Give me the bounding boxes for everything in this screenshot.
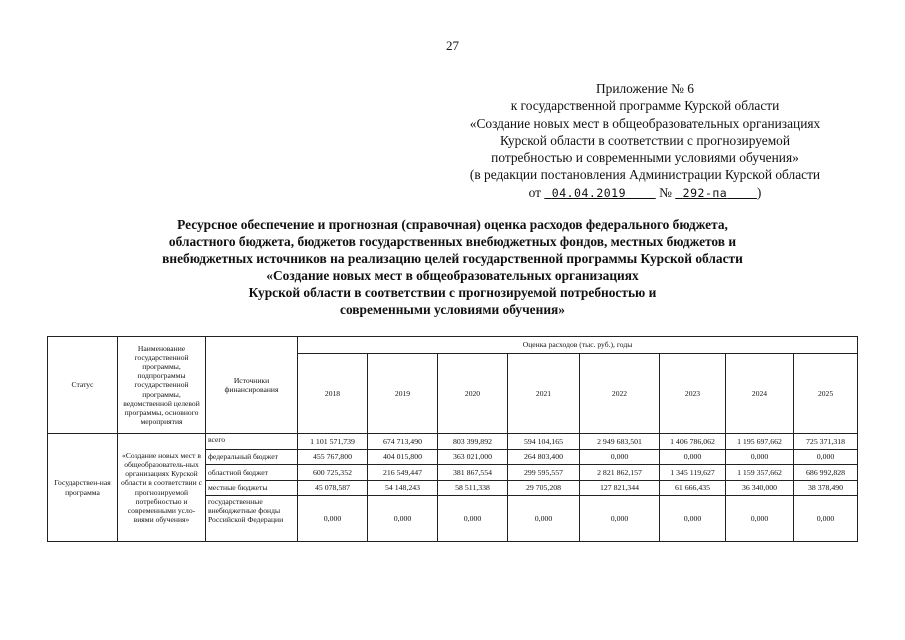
value-cell: 1 406 786,062 [660, 434, 726, 450]
status-cell: Государствен-ная программа [48, 434, 118, 542]
value-cell: 0,000 [580, 496, 660, 542]
header-year: 2020 [438, 354, 508, 434]
annex-line: Курской области в соответствии с прогнозируемой [499, 132, 791, 148]
title-line: Ресурсное обеспечение и прогнозная (справочная) оценка расходов федерального бюджета, [177, 217, 728, 232]
value-cell: 1 195 697,662 [726, 434, 794, 450]
header-sources: Источники финансирования [206, 337, 298, 434]
title-line: Курской области в соответствии с прогнозируемой потребностью и [248, 285, 657, 300]
table-row [48, 434, 858, 450]
title-line: областного бюджета, бюджетов государственных внебюджетных фондов, местных бюджетов и [168, 234, 737, 249]
value-cell: 363 021,000 [438, 450, 508, 465]
value-cell: 216 549,447 [368, 465, 438, 481]
value-cell: 299 595,557 [508, 465, 580, 481]
value-cell: 0,000 [508, 496, 580, 542]
value-cell: 38 378,490 [794, 481, 858, 496]
source-cell: местные бюджеты [206, 481, 298, 496]
annex-date-line [420, 184, 870, 202]
value-cell: 600 725,352 [298, 465, 368, 481]
resource-table [47, 336, 858, 542]
date-value: 04.04.2019 [551, 185, 627, 200]
value-cell: 0,000 [794, 496, 858, 542]
value-cell: 381 867,554 [438, 465, 508, 481]
document-title [60, 216, 845, 318]
value-cell: 127 821,344 [580, 481, 660, 496]
value-cell: 2 821 862,157 [580, 465, 660, 481]
value-cell: 1 345 119,627 [660, 465, 726, 481]
value-cell: 0,000 [726, 496, 794, 542]
header-year: 2018 [298, 354, 368, 434]
annex-line: потребностью и современными условиями обучения» [491, 150, 799, 166]
value-cell: 0,000 [438, 496, 508, 542]
header-name: Наименование государственной программы, подпрограммы государственной программы, ведомственной целевой программы, основного мероприятия [118, 337, 206, 434]
value-cell: 2 949 683,501 [580, 434, 660, 450]
value-cell: 0,000 [726, 450, 794, 465]
source-cell: федеральный бюджет [206, 450, 298, 465]
annex-line: «Создание новых мест в общеобразовательных организациях [469, 115, 821, 131]
value-cell: 264 803,400 [508, 450, 580, 465]
program-name-cell: «Создание новых мест в общеобразователь-ных организациях Курской области в соответствии с прогнозируемой потребностью и современными усло-виями обучения» [118, 434, 206, 542]
title-line: современными условиями обучения» [340, 302, 565, 317]
value-cell: 54 148,243 [368, 481, 438, 496]
annex-header [420, 80, 870, 202]
header-year: 2025 [794, 354, 858, 434]
header-year: 2023 [660, 354, 726, 434]
value-cell: 455 767,800 [298, 450, 368, 465]
number-value: 292-па [682, 185, 728, 200]
header-estimate: Оценка расходов (тыс. руб.), годы [298, 337, 858, 354]
page-number: 27 [446, 38, 459, 53]
value-cell: 0,000 [794, 450, 858, 465]
value-cell: 0,000 [580, 450, 660, 465]
value-cell: 45 078,587 [298, 481, 368, 496]
header-year: 2022 [580, 354, 660, 434]
header-year: 2024 [726, 354, 794, 434]
value-cell: 29 705,208 [508, 481, 580, 496]
annex-line: к государственной программе Курской области [510, 98, 780, 114]
value-cell: 594 104,165 [508, 434, 580, 450]
header-year: 2021 [508, 354, 580, 434]
date-closing: ) [756, 184, 762, 200]
annex-line: Приложение № 6 [595, 81, 695, 96]
value-cell: 36 340,000 [726, 481, 794, 496]
header-year: 2019 [368, 354, 438, 434]
value-cell: 0,000 [368, 496, 438, 542]
header-status: Статус [48, 337, 118, 434]
value-cell: 686 992,828 [794, 465, 858, 481]
title-line: «Создание новых мест в общеобразовательных организациях [266, 268, 639, 283]
value-cell: 0,000 [660, 496, 726, 542]
value-cell: 1 101 571,739 [298, 434, 368, 450]
value-cell: 61 666,435 [660, 481, 726, 496]
value-cell: 725 371,318 [794, 434, 858, 450]
value-cell: 58 511,338 [438, 481, 508, 496]
value-cell: 404 015,800 [368, 450, 438, 465]
source-cell: всего [206, 434, 298, 450]
value-cell: 1 159 357,662 [726, 465, 794, 481]
title-line: внебюджетных источников на реализацию целей государственной программы Курской области [162, 251, 743, 266]
annex-line: (в редакции постановления Администрации Курской области [469, 167, 821, 183]
date-prefix: от [528, 184, 541, 200]
value-cell: 0,000 [298, 496, 368, 542]
number-prefix: № [659, 184, 672, 200]
source-cell: государственные внебюджетные фонды Российской Федерации [206, 496, 298, 542]
value-cell: 0,000 [660, 450, 726, 465]
source-cell: областной бюджет [206, 465, 298, 481]
value-cell: 803 399,892 [438, 434, 508, 450]
value-cell: 674 713,490 [368, 434, 438, 450]
